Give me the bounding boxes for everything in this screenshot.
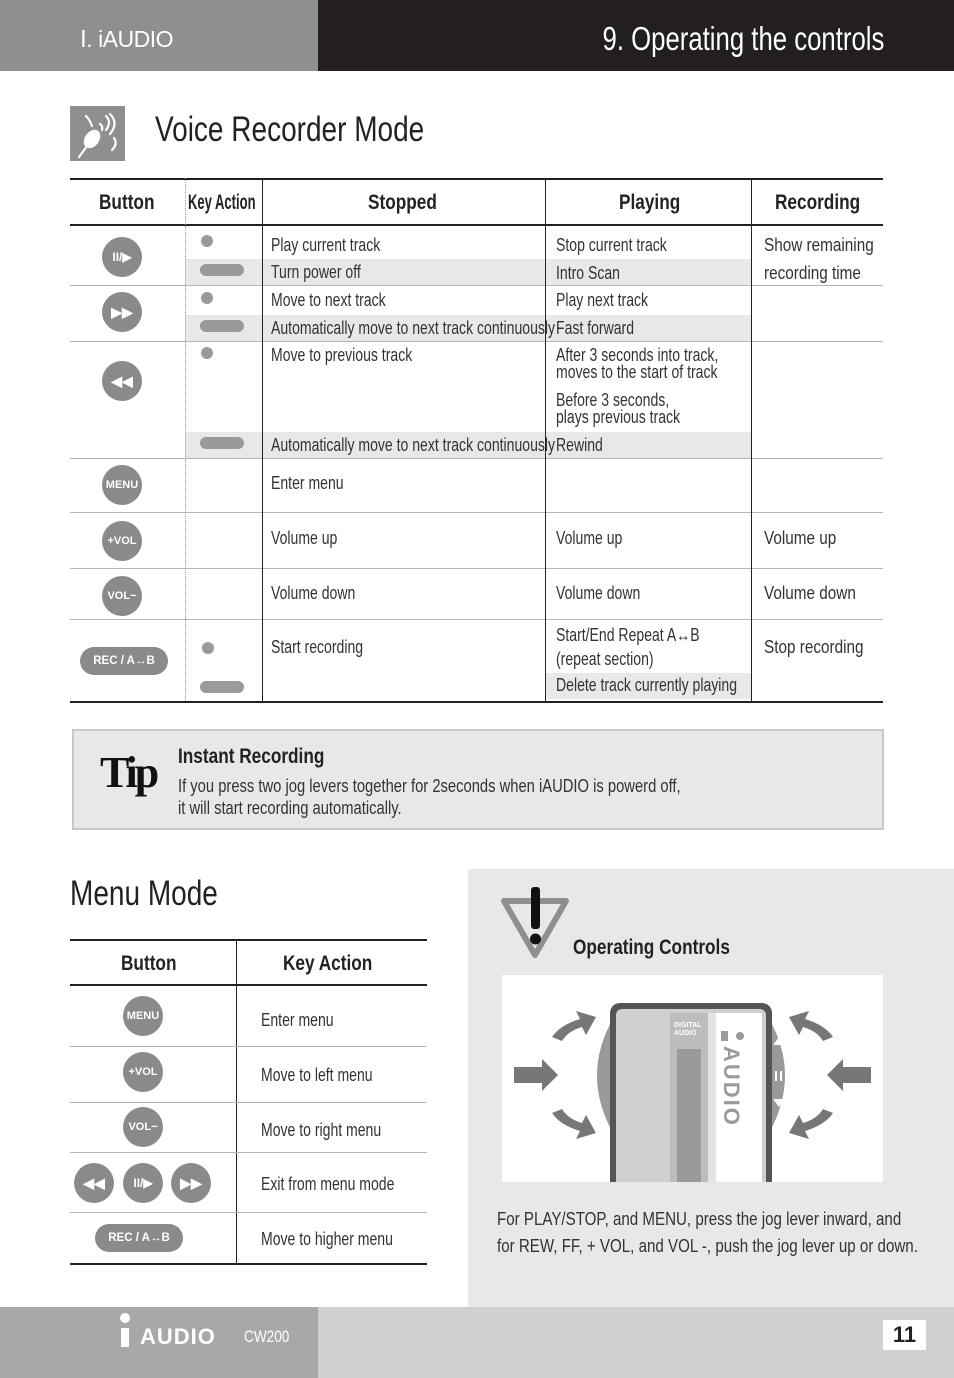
- operating-controls-desc-2: for REW, FF, + VOL, and VOL -, push the jog lever up or down.: [497, 1236, 918, 1256]
- footer-brand-logo: AUDIO: [140, 1324, 216, 1349]
- cell-rec-playing-2: (repeat section): [556, 649, 654, 669]
- cell-voldown-playing: Volume down: [556, 583, 641, 603]
- lever-vol-plus-label: VOL+: [590, 1098, 600, 1122]
- cell-rew-stopped-long: Automatically move to next track continuously: [271, 435, 556, 455]
- col-header-stopped: Stopped: [368, 191, 437, 214]
- lever-vol-minus-label: —VOL: [590, 1028, 600, 1056]
- section-title-menu-mode: Menu Mode: [70, 874, 218, 913]
- menu-mode-table: [70, 939, 427, 1267]
- cell-ff-stopped-short: Move to next track: [271, 290, 386, 310]
- short-press-dot: [201, 235, 213, 247]
- cell-rew-playing-3: Before 3 seconds,: [556, 390, 670, 410]
- menu-button-icon: MENU: [102, 465, 142, 505]
- cell-rec-recording: Stop recording: [764, 637, 864, 657]
- cell-rew-playing-2: moves to the start of track: [556, 362, 718, 382]
- lever-menu-label: MENU: [572, 1062, 582, 1090]
- vol-down-button-icon: VOL−: [102, 576, 142, 616]
- footer-right-band: [318, 1307, 954, 1378]
- cell-play-recording-2: recording time: [764, 263, 861, 283]
- cell-rew-playing-1: After 3 seconds into track,: [556, 345, 719, 365]
- operating-controls-panel: [468, 869, 954, 1307]
- page-number: 11: [883, 1320, 926, 1350]
- cell-rec-stopped: Start recording: [271, 637, 364, 657]
- long-press-bar: [200, 320, 244, 332]
- tip-text-line-2: it will start recording automatically.: [178, 798, 402, 818]
- footer-model: CW200: [244, 1327, 290, 1346]
- tip-box: [72, 729, 884, 830]
- mm-cell-action: Move to left menu: [261, 1065, 373, 1085]
- tip-title: Instant Recording: [178, 745, 325, 768]
- long-press-bar: [200, 437, 244, 449]
- cell-ff-playing-short: Play next track: [556, 290, 649, 310]
- vol-down-button-icon: VOL−: [123, 1107, 163, 1147]
- menu-button-icon: MENU: [123, 996, 163, 1036]
- fast-forward-button-icon: ▶▶: [171, 1163, 211, 1203]
- short-press-dot: [201, 292, 213, 304]
- mm-cell-action: Enter menu: [261, 1010, 334, 1030]
- tip-logo: Tip: [100, 748, 157, 797]
- cell-volup-playing: Volume up: [556, 528, 623, 548]
- rec-ab-button-icon: REC / A↔B: [95, 1224, 183, 1252]
- vol-up-button-icon: +VOL: [102, 521, 142, 561]
- tip-text-line-1: If you press two jog levers together for 2seconds when iAUDIO is powerd off,: [178, 776, 681, 796]
- cell-play-recording-1: Show remaining: [764, 235, 874, 255]
- fast-forward-button-icon: ▶▶: [102, 292, 142, 332]
- logo-dot-icon: [120, 1313, 130, 1323]
- long-press-bar: [200, 264, 244, 276]
- mm-cell-action: Move to right menu: [261, 1120, 382, 1140]
- header-section-label: Ⅰ. iAUDIO: [80, 26, 174, 52]
- cell-ff-playing-long: Fast forward: [556, 318, 635, 338]
- cell-rew-playing-long: Rewind: [556, 435, 603, 455]
- cell-rew-stopped-short: Move to previous track: [271, 345, 413, 365]
- rec-ab-button-icon: REC / A↔B: [80, 647, 168, 675]
- device-illustration: [502, 975, 883, 1182]
- col-header-button: Button: [99, 191, 155, 214]
- cell-ff-stopped-long: Automatically move to next track continuously: [271, 318, 556, 338]
- cell-play-playing-long: Intro Scan: [556, 263, 620, 283]
- page-title: 9. Operating the controls: [602, 20, 884, 57]
- logo-i-icon: [121, 1328, 129, 1347]
- cell-volup-stopped: Volume up: [271, 528, 338, 548]
- cell-rew-playing-4: plays previous track: [556, 407, 681, 427]
- operating-controls-title: Operating Controls: [573, 936, 730, 959]
- device-label-digital: DIGITAL: [674, 1022, 702, 1029]
- device-label-audio: AUDIO: [674, 1030, 697, 1037]
- col-header-playing: Playing: [619, 191, 681, 214]
- mm-cell-action: Move to higher menu: [261, 1229, 393, 1249]
- mm-col-header-button: Button: [121, 952, 177, 975]
- cell-voldown-stopped: Volume down: [271, 583, 356, 603]
- play-pause-button-icon: II/▶: [123, 1163, 163, 1203]
- cell-play-stopped-short: Play current track: [271, 235, 381, 255]
- cell-play-stopped-long: Turn power off: [271, 262, 361, 282]
- cell-voldown-recording: Volume down: [764, 583, 856, 603]
- cell-rec-playing-long: Delete track currently playing: [556, 675, 738, 695]
- mm-col-header-key-action: Key Action: [283, 952, 373, 975]
- operating-controls-desc-1: For PLAY/STOP, and MENU, press the jog lever inward, and: [497, 1209, 902, 1229]
- rewind-button-icon: ◀◀: [74, 1163, 114, 1203]
- cell-play-playing-short: Stop current track: [556, 235, 667, 255]
- cell-menu-stopped: Enter menu: [271, 473, 344, 493]
- mm-cell-action: Exit from menu mode: [261, 1174, 395, 1194]
- short-press-dot: [202, 642, 214, 654]
- col-header-key-action: Key Action: [188, 191, 256, 214]
- cell-rec-playing-1: Start/End Repeat A↔B: [556, 625, 700, 645]
- cell-volup-recording: Volume up: [764, 528, 837, 548]
- section-title-voice-recorder: Voice Recorder Mode: [155, 110, 425, 149]
- play-pause-button-icon: II/▶: [102, 237, 142, 277]
- short-press-dot: [201, 347, 213, 359]
- warning-icon: [500, 887, 570, 959]
- rewind-button-icon: ◀◀: [102, 361, 142, 401]
- vol-up-button-icon: +VOL: [123, 1052, 163, 1092]
- col-header-recording: Recording: [775, 191, 861, 214]
- long-press-bar: [200, 681, 244, 693]
- microphone-icon: [70, 106, 125, 161]
- device-brand: AUDIO: [719, 1046, 744, 1127]
